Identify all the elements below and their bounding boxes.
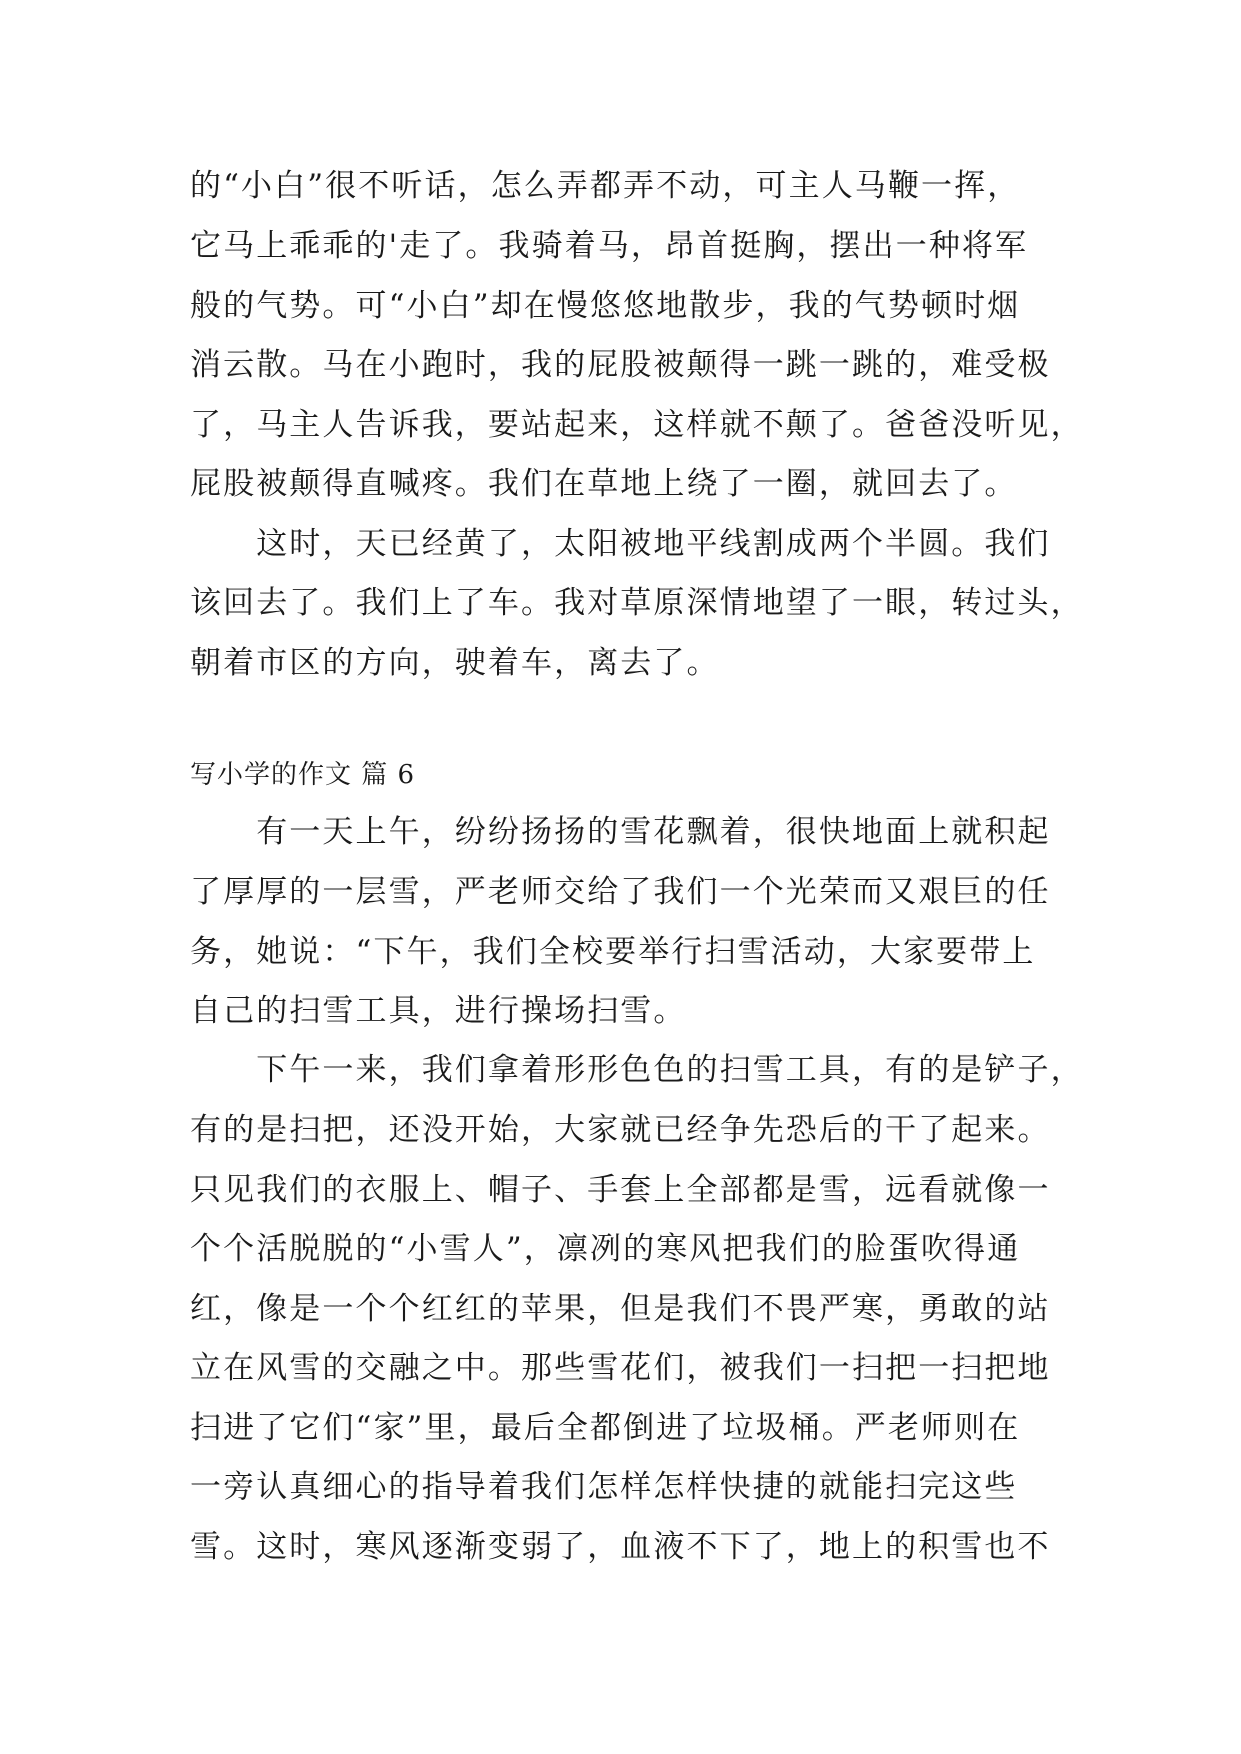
- paragraph-line: 该回去了。我们上了车。我对草原深情地望了一眼，转过头，: [190, 585, 1084, 621]
- paragraph-line: 有一天上午，纷纷扬扬的雪花飘着，很快地面上就积起: [190, 814, 1051, 850]
- paragraph-line: 消云散。马在小跑时，我的屁股被颠得一跳一跳的，难受极: [190, 347, 1051, 383]
- paragraph-line: 般的气势。可“小白”却在慢悠悠地散步，我的气势顿时烟: [190, 288, 1021, 324]
- paragraph-line: 有的是扫把，还没开始，大家就已经争先恐后的干了起来。: [190, 1112, 1051, 1148]
- paragraph-line: 屁股被颠得直喊疼。我们在草地上绕了一圈，就回去了。: [190, 466, 1018, 502]
- paragraph-line: 的“小白”很不听话，怎么弄都弄不动，可主人马鞭一挥，: [190, 168, 1021, 204]
- paragraph-line: 立在风雪的交融之中。那些雪花们，被我们一扫把一扫把地: [190, 1350, 1051, 1386]
- paragraph-line: 只见我们的衣服上、帽子、手套上全部都是雪，远看就像一: [190, 1172, 1051, 1208]
- paragraph-line: 自己的扫雪工具，进行操场扫雪。: [190, 993, 687, 1029]
- paragraph-line: 它马上乖乖的'走了。我骑着马，昂首挺胸，摆出一种将军: [190, 228, 1029, 264]
- paragraph-line: 下午一来，我们拿着形形色色的扫雪工具，有的是铲子，: [190, 1052, 1084, 1088]
- paragraph-line: 了，马主人告诉我，要站起来，这样就不颠了。爸爸没听见，: [190, 407, 1084, 443]
- paragraph-line: 个个活脱脱的“小雪人”，凛冽的寒风把我们的脸蛋吹得通: [190, 1231, 1021, 1267]
- paragraph-line: 一旁认真细心的指导着我们怎样怎样快捷的就能扫完这些: [190, 1469, 1018, 1505]
- paragraph-line: 红，像是一个个红红的苹果，但是我们不畏严寒，勇敢的站: [190, 1291, 1051, 1327]
- paragraph-line: 雪。这时，寒风逐渐变弱了，血液不下了，地上的积雪也不: [190, 1529, 1051, 1565]
- paragraph-line: 扫进了它们“家”里，最后全都倒进了垃圾桶。严老师则在: [190, 1410, 1021, 1446]
- paragraph-line: 这时，天已经黄了，太阳被地平线割成两个半圆。我们: [190, 526, 1051, 562]
- section-title: 写小学的作文 篇 6: [190, 760, 416, 790]
- paragraph-line: 务，她说：“下午，我们全校要举行扫雪活动，大家要带上: [190, 934, 1036, 970]
- paragraph-line: 了厚厚的一层雪，严老师交给了我们一个光荣而又艰巨的任: [190, 874, 1051, 910]
- paragraph-line: 朝着市区的方向，驶着车，离去了。: [190, 645, 720, 681]
